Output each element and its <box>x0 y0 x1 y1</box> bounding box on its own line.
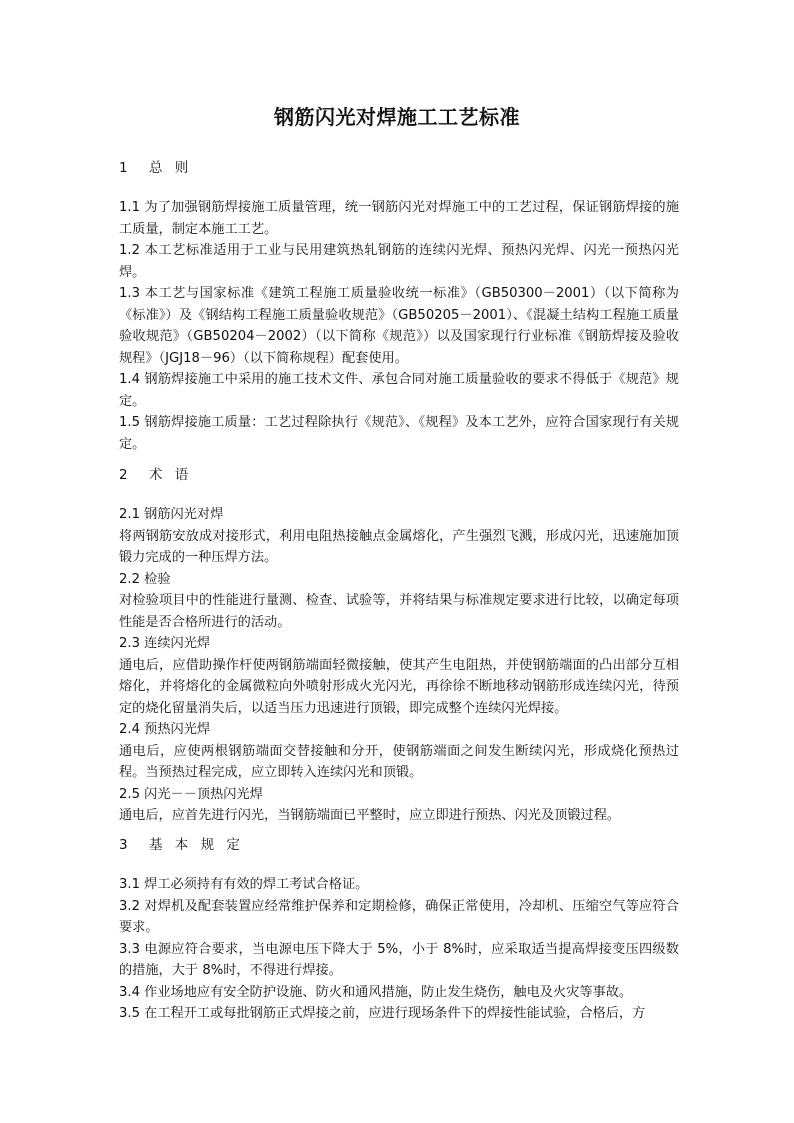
paragraph: 3.5 在工程开工或每批钢筋正式焊接之前，应进行现场条件下的焊接性能试验，合格后，方 <box>119 1006 646 1021</box>
term-heading: 2.5 闪光－－顶热闪光焊 <box>119 786 263 802</box>
paragraph: 1.4 钢筋焊接施工中采用的施工技术文件、承包合同对施工质量验收的要求不得低于《规范》规定。 <box>119 372 679 409</box>
paragraph: 1.1 为了加强钢筋焊接施工质量管理，统一钢筋闪光对焊施工中的工艺过程，保证钢筋焊接的施工质量，制定本施工工艺。 <box>119 200 679 237</box>
section-3-body <box>119 874 679 1025</box>
term-heading: 2.2 检验 <box>119 571 171 587</box>
section-3-heading <box>119 834 244 856</box>
section-1-heading <box>119 157 192 179</box>
paragraph: 3.1 焊工必须持有有效的焊工考试合格证。 <box>119 877 369 892</box>
term-heading: 2.3 连续闪光焊 <box>119 636 211 651</box>
paragraph: 1.5 钢筋焊接施工质量：工艺过程除执行《规范》、《规程》及本工艺外，应符合国家现行有关规定。 <box>119 415 679 452</box>
section-2-heading <box>119 464 192 486</box>
page-title: 钢筋闪光对焊施工工艺标准 <box>274 105 520 129</box>
paragraph: 通电后，应借助操作杆使两钢筋端面轻微接触，使其产生电阻热，并使钢筋端面的凸出部分互相熔化，并将熔化的金属微粒向外喷射形成火光闪光，再徐徐不断地移动钢筋形成连续闪光，待预定的烧化留量消失后，以适当压力迅速进行顶锻，即完成整个连续闪光焊接。 <box>119 657 679 716</box>
section-2-body <box>119 504 679 827</box>
section-number: 1 <box>119 160 128 176</box>
section-title: 术 语 <box>149 467 193 483</box>
paragraph: 1.3 本工艺与国家标准《建筑工程施工质量验收统一标准》（GB50300－2001）（以下简称为《标准》）及《钢结构工程施工质量验收规范》（GB50205－2001）、《混凝土结构工程施工质量验收规范》（GB50204－2002）（以下简称《规范》）以及国家现行行业标准《钢筋焊接及验收规程》（JGJ18－96）（以下简称规程）配套使用。 <box>119 286 679 366</box>
section-title: 基 本 规 定 <box>149 837 244 853</box>
term-heading: 2.1 钢筋闪光对焊 <box>119 507 224 522</box>
section-1-body <box>119 197 679 455</box>
paragraph: 3.2 对焊机及配套装置应经常维护保养和定期检修，确保正常使用，冷却机、压缩空气等应符合要求。 <box>119 898 679 935</box>
paragraph: 通电后，应使两根钢筋端面交替接触和分开，使钢筋端面之间发生断续闪光，形成烧化预热过程。当预热过程完成，应立即转入连续闪光和顶锻。 <box>119 743 679 780</box>
section-number: 2 <box>119 467 128 483</box>
term-heading: 2.4 预热闪光焊 <box>119 722 211 737</box>
paragraph: 1.2 本工艺标准适用于工业与民用建筑热轧钢筋的连续闪光焊、预热闪光焊、闪光一预热闪光焊。 <box>119 243 679 280</box>
paragraph: 3.4 作业场地应有安全防护设施、防火和通风措施，防止发生烧伤，触电及火灾等事故。 <box>119 984 633 1000</box>
paragraph: 3.3 电源应符合要求，当电源电压下降大于 5%，小于 8%时，应采取适当提高焊接变压四级数的措施，大于 8%时，不得进行焊接。 <box>119 941 679 978</box>
paragraph: 对检验项目中的性能进行量测、检查、试验等，并将结果与标准规定要求进行比较，以确定每项性能是否合格所进行的活动。 <box>119 593 679 630</box>
section-number: 3 <box>119 837 128 853</box>
paragraph: 通电后，应首先进行闪光，当钢筋端面已平整时，应立即进行预热、闪光及顶锻过程。 <box>119 808 621 823</box>
paragraph: 将两钢筋安放成对接形式，利用电阻热接触点金属熔化，产生强烈飞溅，形成闪光，迅速施加顶锻力完成的一种压焊方法。 <box>119 528 679 565</box>
section-title: 总 则 <box>149 160 193 176</box>
